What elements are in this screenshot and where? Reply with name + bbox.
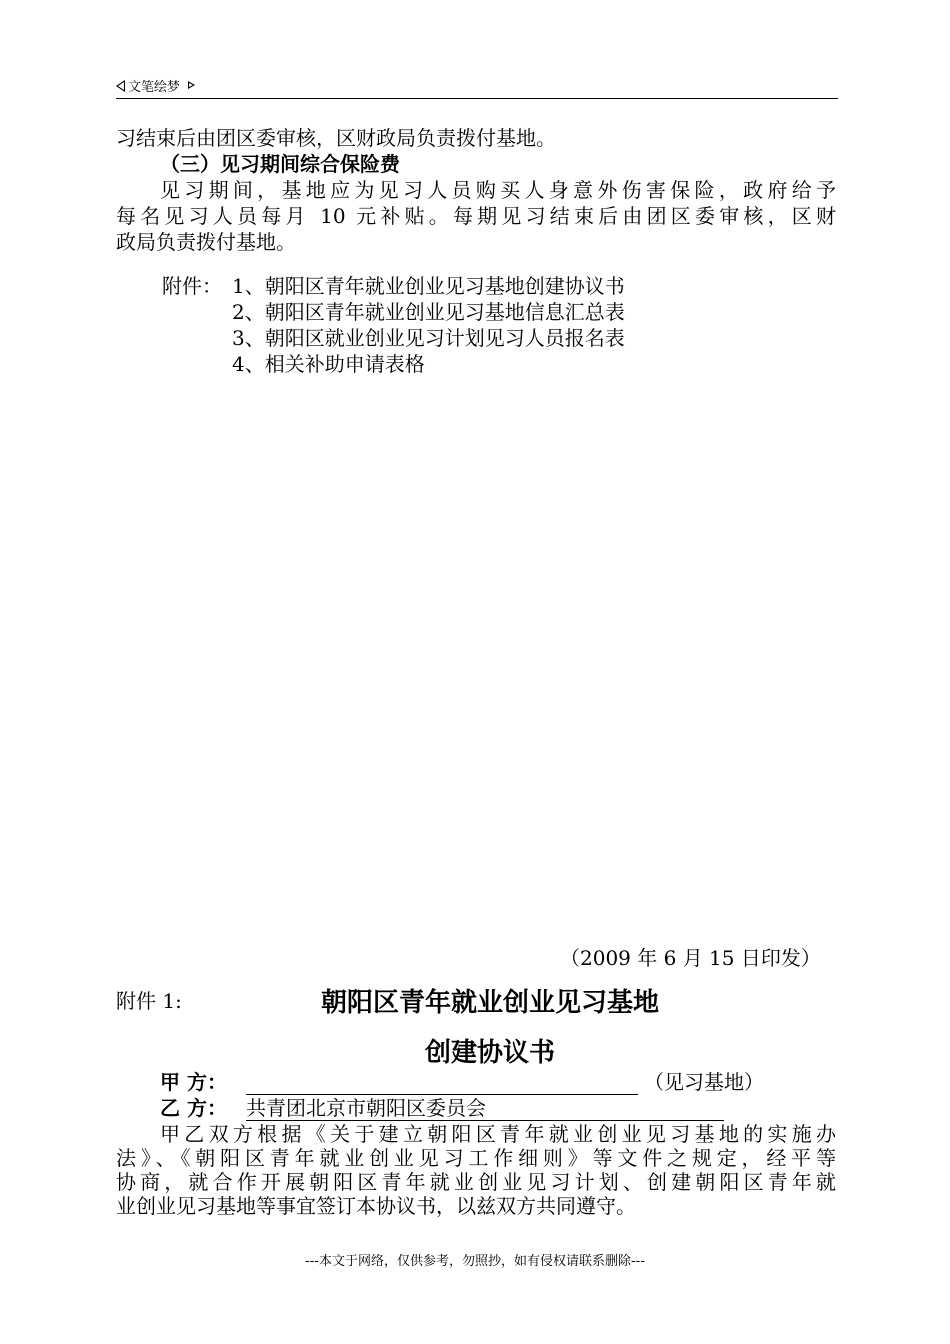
section-heading-insurance: （三）见习期间综合保险费 bbox=[160, 152, 400, 176]
party-b-label bbox=[160, 1096, 227, 1120]
agreement-intro-line: 法》、《朝阳区青年就业创业见习工作细则》等文件之规定，经平等 bbox=[116, 1146, 836, 1170]
attachment-item: 4、相关补助申请表格 bbox=[232, 352, 425, 376]
right-triangle-icon bbox=[188, 81, 195, 89]
agreement-title-line-2: 创建协议书 bbox=[424, 1038, 555, 1068]
attachment-item: 2、朝阳区青年就业创业见习基地信息汇总表 bbox=[232, 300, 625, 324]
attachments-label: 附件： bbox=[162, 274, 222, 298]
party-b-value: 共青团北京市朝阳区委员会 bbox=[246, 1096, 486, 1120]
footer-disclaimer: ---本文于网络，仅供参考，勿照抄，如有侵权请联系删除--- bbox=[304, 1254, 646, 1269]
paragraph-line: 政局负责拨付基地。 bbox=[116, 230, 296, 254]
header-brand bbox=[116, 76, 195, 95]
attachment-1-label: 附件 1: bbox=[116, 989, 182, 1013]
body-line-1: 习结束后由团区委审核，区财政局负责拨付基地。 bbox=[116, 126, 556, 150]
paragraph-line: 见习期间，基地应为见习人员购买人身意外伤害保险，政府给予 bbox=[160, 178, 836, 202]
party-a-label: 甲 方： bbox=[160, 1070, 227, 1094]
attachment-item: 3、朝阳区就业创业见习计划见习人员报名表 bbox=[232, 326, 625, 350]
agreement-title-line-1: 朝阳区青年就业创业见习基地 bbox=[320, 988, 659, 1018]
paragraph-line: 每名见习人员每月 10 元补贴。每期见习结束后由团区委审核，区财 bbox=[116, 204, 836, 228]
issue-date: （2009 年 6 月 15 日印发） bbox=[560, 946, 821, 970]
party-a-blank-field bbox=[246, 1070, 638, 1095]
party-b-label-text: 乙 方： bbox=[160, 1096, 227, 1120]
agreement-intro-line: 甲乙双方根据《关于建立朝阳区青年就业创业见习基地的实施办 bbox=[160, 1122, 836, 1146]
agreement-intro-line: 协商，就合作开展朝阳区青年就业创业见习计划、创建朝阳区青年就 bbox=[116, 1170, 836, 1194]
left-triangle-icon bbox=[116, 80, 125, 92]
party-a-note: （见习基地） bbox=[644, 1070, 764, 1094]
agreement-intro-line: 业创业见习基地等事宜签订本协议书，以兹双方共同遵守。 bbox=[116, 1194, 636, 1218]
brand-text: 文笔绘梦 bbox=[128, 80, 181, 95]
page-header bbox=[116, 74, 838, 99]
attachment-item: 1、朝阳区青年就业创业见习基地创建协议书 bbox=[232, 274, 625, 298]
